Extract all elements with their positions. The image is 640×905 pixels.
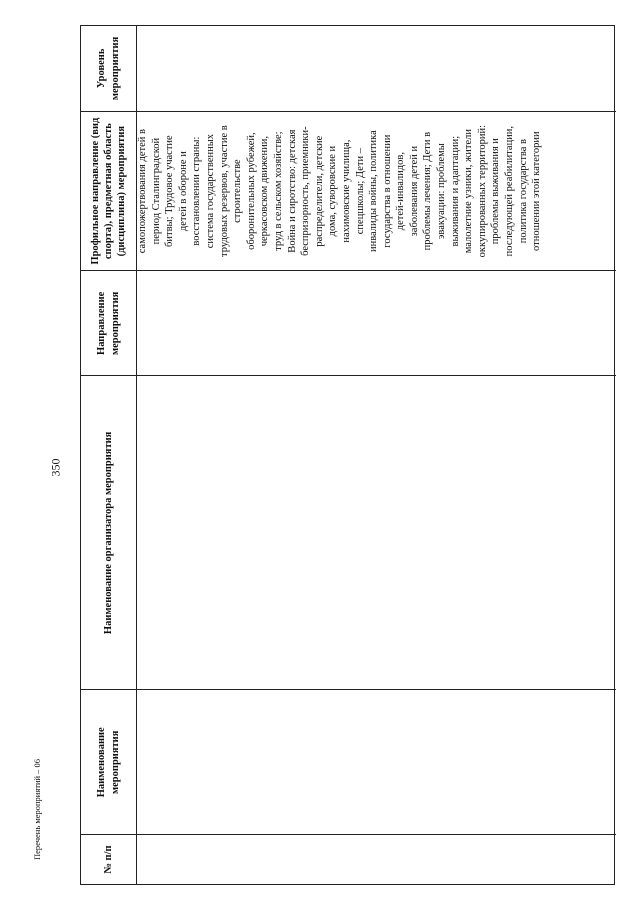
header-organizer: Наименование организатора мероприятия [81,375,136,689]
cell-organizer [136,375,616,689]
page-number: 350 [48,458,63,477]
header-level: Уровень мероприятия [96,36,121,101]
header-profile: Профильное направление (вид спорта), предметная область (дисциплина) мероприятия [81,111,136,271]
header-event-name: Наименование мероприятия [81,689,136,834]
header-num: № п/п [81,834,136,884]
cell-direction [136,270,616,375]
events-table [80,25,615,885]
cell-event-name [136,689,616,834]
cell-num [136,834,616,884]
cell-level [136,26,616,111]
footer-note: Перечень мероприятий – 06 [32,758,42,860]
cell-profile [136,111,616,271]
profile-text: самопожертвования детей в период Сталинградской битвы; Трудовое участие детей в обороне и восстановлении страны: система государственных трудовых резервов, участие в строительстве оборонительных рубежей, черкасовском движении, труд в сельском хозяйстве; Война и сиротство: детская беспризорность, приемники- распределители, детские дома, суворовские и нахимовские училища, спецшколы; Дети – инвалиды войны, политика государства в отношении детей-инвалидов, заболевания детей и проблемы лечения; Дети в эвакуации: проблемы выживания и адаптации; малолетние узники, жители оккупированных территорий: проблемы выживания и последующей реабилитации, политика государства в отношении этой категории [137,124,543,258]
table-container [80,25,615,885]
table-row [136,26,616,884]
table-header-row [81,26,137,884]
header-direction: Направление мероприятия [81,270,136,375]
